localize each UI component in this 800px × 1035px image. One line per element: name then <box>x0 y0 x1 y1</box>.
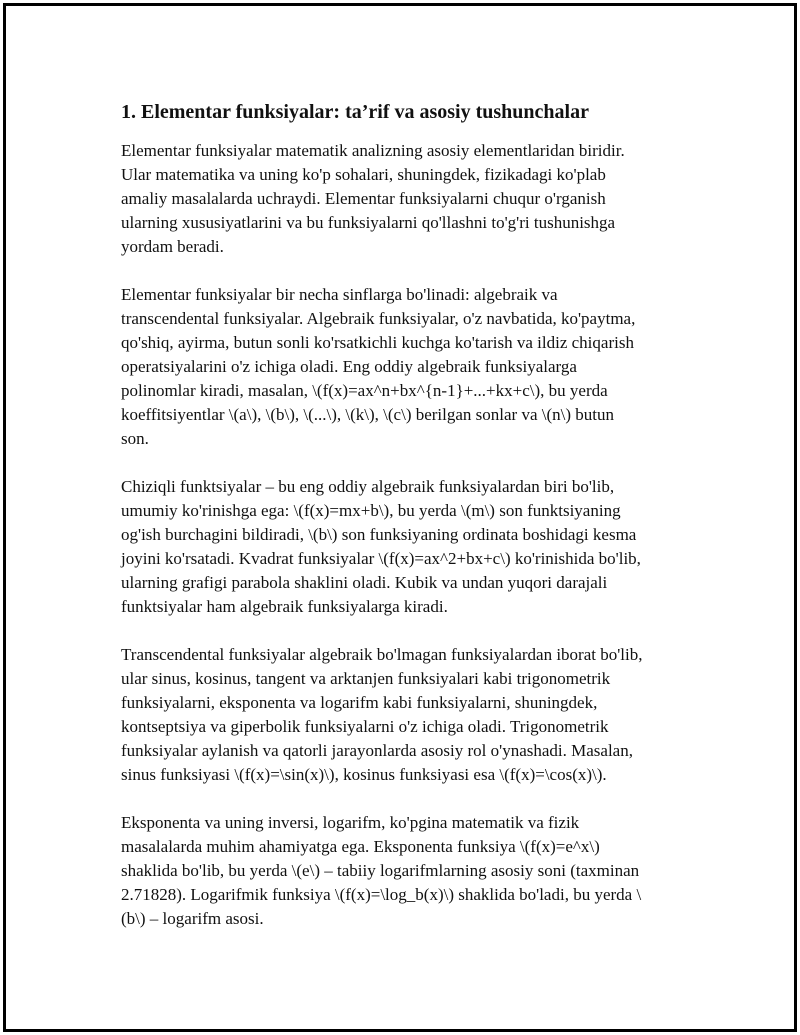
paragraph-3: Chiziqli funktsiyalar – bu eng oddiy algebraik funksiyalardan biri bo'lib, umumiy ko'rinishga ega: \(f(x)=mx+b\), bu yerda \(m\) son funktsiyaning og'ish burchagini bildiradi, \(b\) son funksiyaning ordinata boshidagi kesma joyini ko'rsatadi. Kvadrat funksiyalar \(f(x)=ax^2+bx+c\) ko'rinishida bo'lib, ularning grafigi parabola shaklini oladi. Kubik va undan yuqori darajali funktsiyalar ham algebraik funksiyalarga kiradi. <box>121 477 641 616</box>
document-title: 1. Elementar funksiyalar: ta’rif va asosiy tushunchalar <box>121 101 589 123</box>
paragraph-4: Transcendental funksiyalar algebraik bo'lmagan funksiyalardan iborat bo'lib, ular sinus, kosinus, tangent va arktanjen funksiyalari kabi trigonometrik funksiyalarni, eksponenta va logarifm kabi funksiyalarni, shuningdek, kontseptsiya va giperbolik funksiyalarni o'z ichiga oladi. Trigonometrik funksiyalar aylanish va qatorli jarayonlarda asosiy rol o'ynashadi. Masalan, sinus funksiyasi \(f(x)=\sin(x)\), kosinus funksiyasi esa \(f(x)=\cos(x)\). <box>121 645 643 784</box>
paragraph-2: Elementar funksiyalar bir necha sinflarga bo'linadi: algebraik va transcendental funksiyalar. Algebraik funksiyalar, o'z navbatida, ko'paytma, qo'shiq, ayirma, butun sonli ko'rsatkichli kuchga ko'tarish va ildiz chiqarish operatsiyalarini o'z ichiga oladi. Eng oddiy algebraik funksiyalarga polinomlar kiradi, masalan, \(f(x)=ax^n+bx^{n-1}+...+kx+c\), bu yerda koeffitsiyentlar \(a\), \(b\), \(...\), \(k\), \(c\) berilgan sonlar va \(n\) butun son. <box>121 285 636 448</box>
page-frame <box>3 3 797 1032</box>
paragraph-5: Eksponenta va uning inversi, logarifm, ko'pgina matematik va fizik masalalarda muhim ahamiyatga ega. Eksponenta funksiya \(f(x)=e^x\) shaklida bo'lib, bu yerda \(e\) – tabiiy logarifmlarning asosiy soni (taxminan 2.71828). Logarifmik funksiya \(f(x)=\log_b(x)\) shaklida bo'ladi, bu yerda \ (b\) – logarifm asosi. <box>121 813 642 928</box>
document-body <box>121 98 701 955</box>
paragraph-1: Elementar funksiyalar matematik analizning asosiy elementlaridan biridir. Ular matematika va uning ko'p sohalari, shuningdek, fizikadagi ko'plab amaliy masalalarda uchraydi. Elementar funksiyalarni chuqur o'rganish ularning xususiyatlarini va bu funksiyalarni qo'llashni to'g'ri tushunishga yordam beradi. <box>121 141 625 256</box>
